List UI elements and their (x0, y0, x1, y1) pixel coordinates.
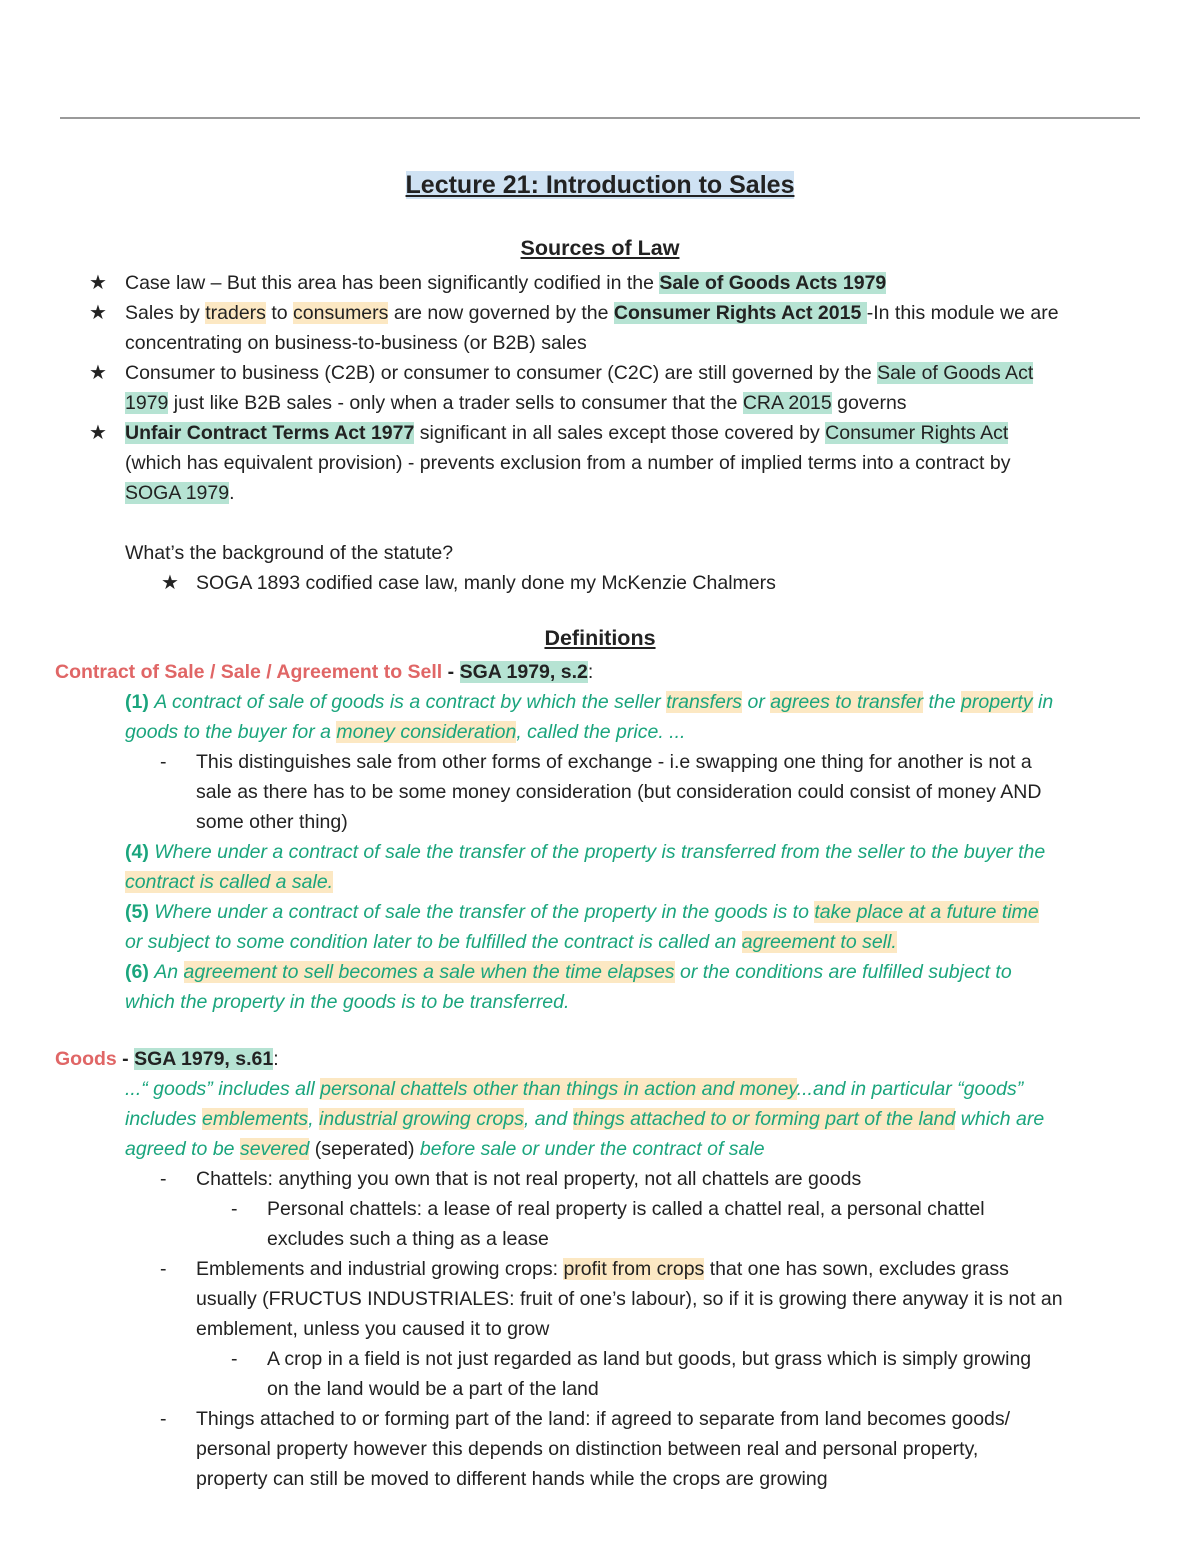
text-run: or subject to some condition later to be fulfilled the contract is called an (125, 931, 742, 953)
star-bullet-icon: ★ (161, 572, 179, 594)
text-run: that one has sown, excludes grass (704, 1258, 1009, 1280)
text-run: Chattels: anything you own that is not real property, not all chattels are goods (196, 1168, 862, 1190)
note-text-line (196, 1434, 978, 1464)
dash-bullet-icon: - (160, 1168, 167, 1190)
highlighted-text: contract is called a sale. (125, 871, 334, 893)
text-run: agreed to be (125, 1138, 240, 1160)
text-run: , and (523, 1108, 573, 1130)
note-text-line (196, 1314, 549, 1344)
highlighted-text: traders (205, 302, 266, 324)
highlighted-text: CRA 2015 (742, 392, 832, 414)
text-run: Things attached to or forming part of the land: if agreed to separate from land becomes goods/ (196, 1408, 1011, 1430)
note-text-line (196, 777, 1041, 807)
highlighted-text: Unfair Contract Terms Act 1977 (125, 422, 415, 444)
text-run: Contract of Sale / Sale / Agreement to Sell (55, 661, 443, 683)
highlighted-text: SGA 1979, s.2 (459, 661, 588, 683)
text-run: sale as there has to be some money consideration (but consideration could consist of money AND (196, 781, 1042, 803)
text-run: significant in all sales except those covered by (414, 422, 826, 444)
text-run: or the conditions are fulfilled subject to (674, 961, 1012, 983)
note-text-line (196, 747, 1032, 777)
text-run: -In this module we are (866, 302, 1059, 324)
text-run: Case law – But this area has been significantly codified in the (125, 272, 660, 294)
background-item (196, 568, 776, 598)
dash-bullet-icon: - (231, 1348, 238, 1370)
text-run: : (587, 661, 594, 683)
highlighted-text: agreement to sell becomes a sale when the time elapses (183, 961, 675, 983)
text-run: An (154, 961, 184, 983)
bullet-text-line (125, 298, 1059, 328)
contract-of-sale-heading (55, 657, 593, 687)
highlighted-text: severed (239, 1138, 310, 1160)
bullet-text-line (125, 448, 1010, 478)
top-rule (60, 117, 1140, 119)
highlighted-text: things attached to or forming part of the land (572, 1108, 956, 1130)
note-text-line (267, 1374, 599, 1404)
text-run: property can still be moved to different hands while the crops are growing (196, 1468, 828, 1490)
highlighted-text: 1979 (125, 392, 169, 414)
statute-text-line (125, 717, 685, 747)
highlighted-text: Sale of Goods Act (877, 362, 1034, 384)
text-run: A contract of sale of goods is a contract by which the seller (154, 691, 667, 713)
text-run: ...and in particular “goods” (796, 1078, 1024, 1100)
highlighted-text: SOGA 1979 (125, 482, 230, 504)
dash-bullet-icon: - (160, 1408, 167, 1430)
highlighted-text: industrial growing crops (319, 1108, 524, 1130)
text-run: which the property in the goods is to be transferred. (125, 991, 570, 1013)
star-bullet-icon: ★ (89, 362, 107, 384)
highlighted-text: Sale of Goods Acts 1979 (659, 272, 887, 294)
bullet-text-line (125, 328, 587, 358)
text-run: . (229, 482, 235, 504)
text-run: goods to the buyer for a (125, 721, 337, 743)
definitions-heading: Definitions (544, 626, 656, 650)
note-text-line (196, 1404, 1010, 1434)
text-run: Personal chattels: a lease of real property is called a chattel real, a personal chattel (267, 1198, 985, 1220)
text-run: What’s the background of the statute? (125, 542, 454, 564)
bullet-text-line (125, 358, 1033, 388)
text-run: on the land would be a part of the land (267, 1378, 599, 1400)
bullet-text-line (125, 418, 1008, 448)
statute-text-line (125, 1134, 765, 1164)
statute-text-line (125, 1074, 1023, 1104)
text-run: personal property however this depends on distinction between real and personal property, (196, 1438, 979, 1460)
text-run: , called the price. ... (516, 721, 686, 743)
highlighted-text: emblements (201, 1108, 309, 1130)
text-run: or (742, 691, 771, 713)
dash-bullet-icon: - (231, 1198, 238, 1220)
text-run: are now governed by the (388, 302, 614, 324)
text-run: governs (831, 392, 907, 414)
text-run: (5) (125, 901, 155, 923)
highlighted-text: agrees to transfer (770, 691, 924, 713)
text-run: A crop in a field is not just regarded as land but goods, but grass which is simply growing (267, 1348, 1032, 1370)
text-run: the (923, 691, 962, 713)
highlighted-text: personal chattels other than things in action and money (320, 1078, 797, 1100)
text-run: includes (125, 1108, 202, 1130)
note-text-line (196, 1254, 1009, 1284)
bullet-text-line (125, 388, 907, 418)
text-run: emblement, unless you caused it to grow (196, 1318, 550, 1340)
page-title: Lecture 21: Introduction to Sales (405, 171, 795, 199)
statute-text-line (125, 927, 897, 957)
highlighted-text: Consumer Rights Act 2015 (613, 302, 867, 324)
text-run: excludes such a thing as a lease (267, 1228, 549, 1250)
text-run: which are (955, 1108, 1045, 1130)
text-run: (6) (125, 961, 155, 983)
statute-text-line (125, 987, 569, 1017)
statute-text-line (125, 687, 1053, 717)
highlighted-text: SGA 1979, s.61 (134, 1048, 274, 1070)
text-run: in (1032, 691, 1054, 713)
text-run: Goods (55, 1048, 117, 1070)
text-run: Emblements and industrial growing crops: (196, 1258, 564, 1280)
sources-heading: Sources of Law (520, 236, 680, 260)
highlighted-text: take place at a future time (814, 901, 1039, 923)
dash-bullet-icon: - (160, 751, 167, 773)
star-bullet-icon: ★ (89, 302, 107, 324)
text-run: (seperated) (309, 1138, 420, 1160)
highlighted-text: money consideration (336, 721, 517, 743)
note-text-line (267, 1194, 985, 1224)
highlighted-text: profit from crops (563, 1258, 705, 1280)
text-run: (1) (125, 691, 155, 713)
bullet-text-line (125, 478, 235, 508)
highlighted-text: property (961, 691, 1033, 713)
note-text-line (196, 807, 348, 837)
note-text-line (267, 1344, 1031, 1374)
star-bullet-icon: ★ (89, 422, 107, 444)
text-run: Where under a contract of sale the transfer of the property in the goods is to (154, 901, 815, 923)
text-run: just like B2B sales - only when a trader sells to consumer that the (168, 392, 743, 414)
text-run: usually (FRUCTUS INDUSTRIALES: fruit of one’s labour), so if it is growing there anyway it is not an (196, 1288, 1063, 1310)
text-run: ...“ goods” includes all (125, 1078, 321, 1100)
text-run: Sales by (125, 302, 206, 324)
goods-heading (55, 1044, 279, 1074)
text-run: Where under a contract of sale the transfer of the property is transferred from the seller to the buyer the (154, 841, 1046, 863)
text-run: to (265, 302, 294, 324)
dash-bullet-icon: - (160, 1258, 167, 1280)
note-text-line (196, 1284, 1063, 1314)
highlighted-text: agreement to sell. (741, 931, 897, 953)
star-bullet-icon: ★ (89, 272, 107, 294)
text-run: - (116, 1048, 135, 1070)
text-run: before sale or under the contract of sale (419, 1138, 765, 1160)
highlighted-text: transfers (666, 691, 743, 713)
statute-text-line (125, 897, 1039, 927)
text-run: Consumer to business (C2B) or consumer to consumer (C2C) are still governed by the (125, 362, 878, 384)
background-question (125, 538, 453, 568)
text-run: SOGA 1893 codified case law, manly done my McKenzie Chalmers (196, 572, 776, 594)
statute-text-line (125, 957, 1012, 987)
text-run: concentrating on business-to-business (or B2B) sales (125, 332, 587, 354)
note-text-line (267, 1224, 549, 1254)
statute-text-line (125, 1104, 1044, 1134)
statute-text-line (125, 837, 1045, 867)
text-run: (which has equivalent provision) - prevents exclusion from a number of implied terms into a contract by (125, 452, 1011, 474)
note-text-line (196, 1164, 861, 1194)
text-run: some other thing) (196, 811, 348, 833)
highlighted-text: consumers (293, 302, 389, 324)
note-text-line (196, 1464, 828, 1494)
text-run: : (273, 1048, 279, 1070)
text-run: This distinguishes sale from other forms of exchange - i.e swapping one thing for another is not a (196, 751, 1032, 773)
bullet-text-line (125, 268, 886, 298)
statute-text-line (125, 867, 333, 897)
highlighted-text: Consumer Rights Act (825, 422, 1009, 444)
text-run: (4) (125, 841, 155, 863)
text-run: - (442, 661, 460, 683)
text-run: , (308, 1108, 320, 1130)
